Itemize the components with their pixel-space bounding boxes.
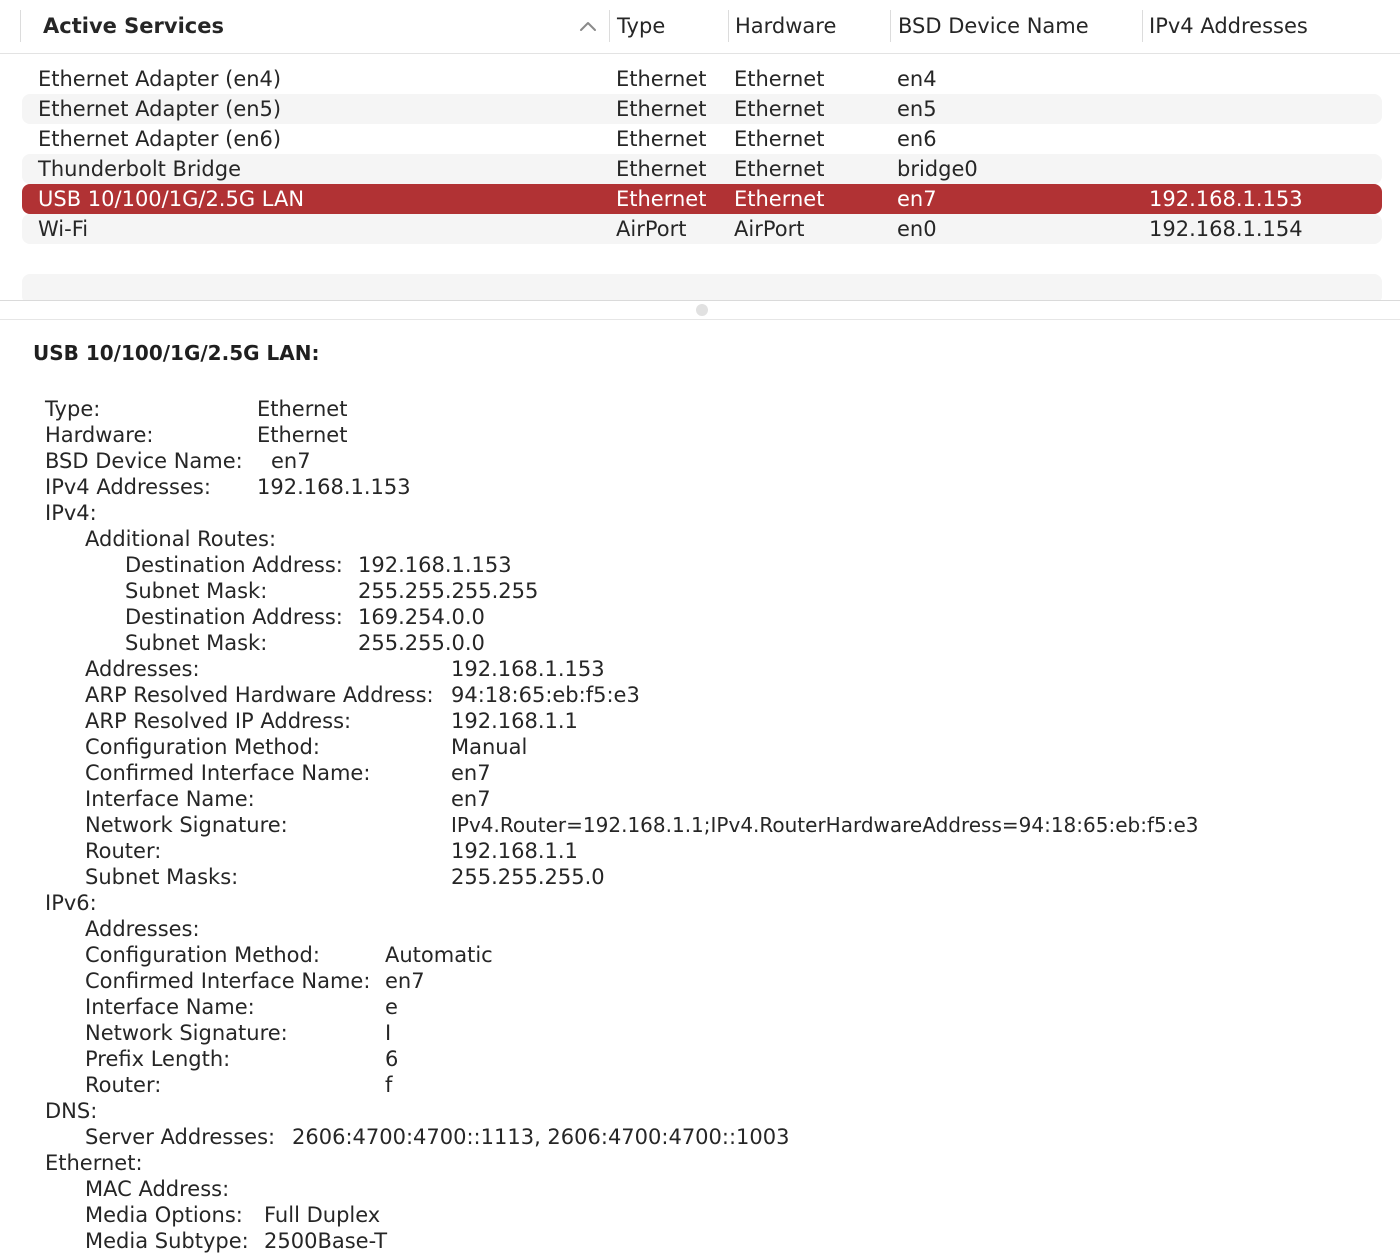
cell-bsd-device-name: en7 (897, 187, 937, 211)
cell-service-name: Thunderbolt Bridge (38, 157, 242, 181)
cell-bsd-device-name: en4 (897, 67, 937, 91)
detail-line-route (125, 578, 725, 604)
detail-label: Addresses: (85, 917, 200, 941)
cell-hardware: Ethernet (734, 157, 825, 181)
detail-value: en7 (451, 761, 491, 785)
cell-ipv4-addresses: 192.168.1.154 (1149, 217, 1303, 241)
detail-value: 192.168.1.1 (451, 709, 578, 733)
detail-line-route (125, 552, 725, 578)
detail-label: Subnet Mask: (125, 631, 268, 655)
detail-value: en7 (451, 787, 491, 811)
detail-value: Automatic (385, 943, 493, 967)
detail-line-ethernet (85, 1176, 685, 1202)
detail-value-truncated: e (385, 995, 398, 1019)
detail-label: Prefix Length: (85, 1047, 231, 1071)
detail-label: Configuration Method: (85, 943, 320, 967)
detail-label: Network Signature: (85, 813, 288, 837)
detail-value: Ethernet (257, 397, 348, 421)
detail-label: Confirmed Interface Name: (85, 761, 371, 785)
detail-value: 2500Base-T (264, 1229, 388, 1253)
sort-ascending-icon[interactable] (578, 0, 598, 53)
detail-value: 255.255.255.255 (358, 579, 539, 603)
detail-label: Network Signature: (85, 1021, 288, 1045)
detail-line-ipv4 (85, 812, 1385, 838)
cell-service-name: Ethernet Adapter (en4) (38, 67, 282, 91)
detail-label: Destination Address: (125, 605, 343, 629)
detail-label: Media Subtype: (85, 1229, 249, 1253)
table-row[interactable] (22, 94, 1382, 124)
detail-value: 192.168.1.1 (451, 839, 578, 863)
cell-type: Ethernet (616, 97, 707, 121)
table-row[interactable] (22, 64, 1382, 94)
cell-bsd-device-name: en5 (897, 97, 937, 121)
detail-label: Media Options: (85, 1203, 243, 1227)
column-separator (890, 10, 891, 42)
detail-pane (0, 321, 1400, 1258)
section-heading-additional-routes: Additional Routes: (85, 527, 277, 551)
detail-label: Confirmed Interface Name: (85, 969, 371, 993)
detail-label: Subnet Mask: (125, 579, 268, 603)
cell-service-name: Ethernet Adapter (en5) (38, 97, 282, 121)
cell-hardware: AirPort (734, 217, 805, 241)
services-table (0, 54, 1400, 300)
detail-label: Addresses: (85, 657, 200, 681)
detail-line-ipv4 (85, 838, 1285, 864)
detail-line-ipv6 (85, 1046, 685, 1072)
detail-line-ipv6 (85, 1072, 685, 1098)
detail-value: 255.255.255.0 (451, 865, 605, 889)
section-heading-ipv6: IPv6: (45, 891, 97, 915)
column-header-bsd-device-name[interactable]: BSD Device Name (898, 14, 1089, 38)
detail-label: Destination Address: (125, 553, 343, 577)
detail-label: Server Addresses: (85, 1125, 276, 1149)
detail-value: IPv4.Router=192.168.1.1;IPv4.RouterHardwareAddress=94:18:65:eb:f5:e3 (451, 813, 1199, 837)
detail-line-ipv4 (85, 708, 1285, 734)
cell-ipv4-addresses: 192.168.1.153 (1149, 187, 1303, 211)
detail-label: Type: (45, 397, 101, 421)
detail-line-ipv6 (85, 1020, 685, 1046)
detail-line-ipv4 (85, 656, 1285, 682)
table-row-selected[interactable] (22, 184, 1382, 214)
detail-value: 94:18:65:eb:f5:e3 (451, 683, 640, 707)
column-header-ipv4-addresses[interactable]: IPv4 Addresses (1149, 14, 1308, 38)
column-header-active-services[interactable]: Active Services (43, 14, 224, 38)
cell-hardware: Ethernet (734, 127, 825, 151)
detail-label: Router: (85, 839, 162, 863)
detail-label: ARP Resolved Hardware Address: (85, 683, 434, 707)
cell-type: Ethernet (616, 127, 707, 151)
detail-line-type (45, 396, 645, 422)
cell-hardware: Ethernet (734, 67, 825, 91)
column-header-hardware[interactable]: Hardware (735, 14, 837, 38)
detail-line-ipv6 (85, 916, 685, 942)
cell-bsd-device-name: en0 (897, 217, 937, 241)
detail-value: Ethernet (257, 423, 348, 447)
section-heading-dns: DNS: (45, 1099, 98, 1123)
column-separator (1142, 10, 1143, 42)
detail-line-ipv4 (85, 682, 1285, 708)
detail-line-ipv4 (85, 734, 1285, 760)
cell-type: Ethernet (616, 187, 707, 211)
divider-handle-icon[interactable] (696, 304, 708, 316)
cell-service-name: USB 10/100/1G/2.5G LAN (38, 187, 305, 211)
detail-value-truncated: 6 (385, 1047, 399, 1071)
detail-value: Manual (451, 735, 528, 759)
column-separator (609, 10, 610, 42)
detail-value: Full Duplex (264, 1203, 381, 1227)
detail-value: 192.168.1.153 (451, 657, 605, 681)
detail-value: 169.254.0.0 (358, 605, 485, 629)
detail-label: Hardware: (45, 423, 154, 447)
detail-line-ethernet (85, 1202, 685, 1228)
detail-line-ipv4 (85, 864, 1285, 890)
detail-line-ethernet (85, 1228, 685, 1254)
table-header (0, 0, 1400, 54)
detail-title: USB 10/100/1G/2.5G LAN: (33, 341, 320, 365)
detail-label: Interface Name: (85, 787, 255, 811)
detail-value: 192.168.1.153 (358, 553, 512, 577)
detail-value: en7 (271, 449, 311, 473)
detail-label: Interface Name: (85, 995, 255, 1019)
cell-bsd-device-name: bridge0 (897, 157, 978, 181)
detail-line-ipv4 (85, 786, 1285, 812)
column-separator (728, 10, 729, 42)
detail-label: MAC Address: (85, 1177, 230, 1201)
detail-line-ipv6 (85, 994, 685, 1020)
table-row[interactable] (22, 124, 1382, 154)
detail-line-ipv4-addresses (45, 474, 645, 500)
detail-line-ipv6 (85, 968, 685, 994)
detail-label: BSD Device Name: (45, 449, 243, 473)
cell-type: Ethernet (616, 67, 707, 91)
cell-bsd-device-name: en6 (897, 127, 937, 151)
section-heading-ipv4: IPv4: (45, 501, 97, 525)
detail-label: Configuration Method: (85, 735, 320, 759)
split-view-divider[interactable] (0, 300, 1400, 320)
detail-value: 2606:4700:4700::1113, 2606:4700:4700::1003 (292, 1125, 790, 1149)
table-row[interactable] (22, 214, 1382, 244)
detail-label: IPv4 Addresses: (45, 475, 211, 499)
detail-line-dns (85, 1124, 1085, 1150)
cell-type: Ethernet (616, 157, 707, 181)
cell-hardware: Ethernet (734, 187, 825, 211)
detail-line-ipv6 (85, 942, 685, 968)
cell-hardware: Ethernet (734, 97, 825, 121)
detail-line-ipv4 (85, 760, 1285, 786)
detail-label: Subnet Masks: (85, 865, 239, 889)
detail-label: ARP Resolved IP Address: (85, 709, 352, 733)
column-header-type[interactable]: Type (617, 14, 666, 38)
detail-value-truncated: I (385, 1021, 392, 1045)
detail-value: 192.168.1.153 (257, 475, 411, 499)
cell-type: AirPort (616, 217, 687, 241)
section-heading-ethernet: Ethernet: (45, 1151, 143, 1175)
detail-value-truncated: f (385, 1073, 393, 1097)
table-row[interactable] (22, 154, 1382, 184)
column-separator (20, 10, 21, 42)
detail-line-bsd-device-name (45, 448, 645, 474)
detail-value: 255.255.0.0 (358, 631, 485, 655)
detail-label: Router: (85, 1073, 162, 1097)
detail-line-route (125, 630, 725, 656)
detail-line-route (125, 604, 725, 630)
cell-service-name: Wi-Fi (38, 217, 89, 241)
detail-line-hardware (45, 422, 645, 448)
detail-value: en7 (385, 969, 425, 993)
cell-service-name: Ethernet Adapter (en6) (38, 127, 282, 151)
